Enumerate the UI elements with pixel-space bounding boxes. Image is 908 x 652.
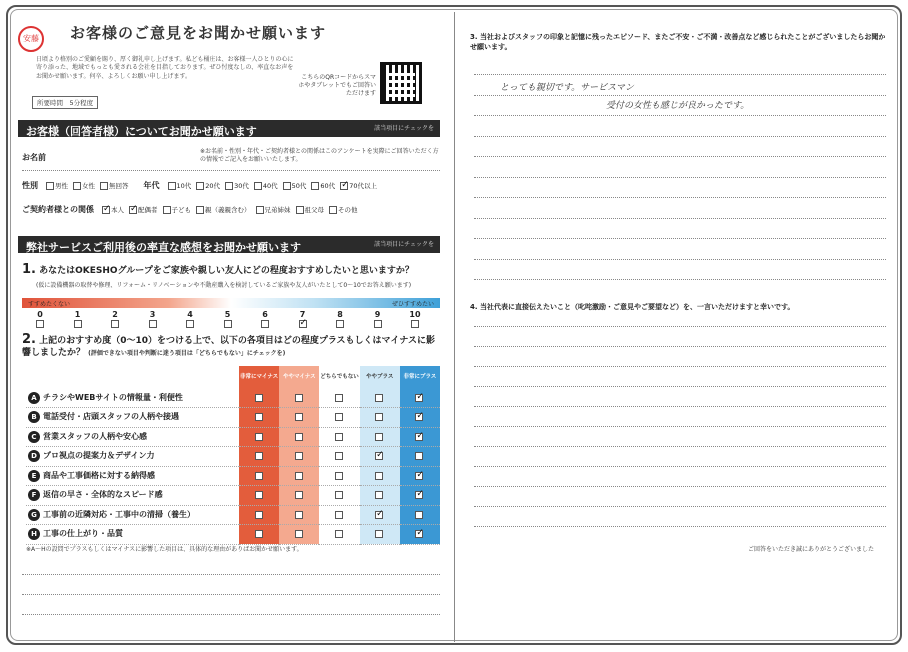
rating-cell [360, 427, 400, 447]
rating-checkbox[interactable] [415, 452, 423, 460]
rating-cell [279, 388, 319, 408]
gender-option-0[interactable] [46, 181, 68, 190]
rating-checkbox[interactable] [375, 472, 383, 480]
score-checkbox[interactable] [261, 320, 269, 328]
rating-cell [239, 388, 279, 408]
rating-cell [239, 427, 279, 447]
gender-option-2[interactable] [100, 181, 129, 190]
score-checkbox[interactable] [336, 320, 344, 328]
q4-answer-line-5[interactable] [474, 406, 886, 407]
score-label: 1 [74, 310, 81, 319]
score-option-10[interactable] [405, 310, 425, 328]
q3-answer-line-11[interactable] [474, 279, 886, 280]
rating-cell [319, 466, 359, 486]
rating-checkbox[interactable] [335, 511, 343, 519]
name-note: ※お名前・性別・年代・ご契約者様との関係はこのアンケートを実際にご回答いただく方の情報でご記入をお願いいたします。 [200, 148, 439, 163]
age-option-1-label: 20代 [205, 182, 221, 190]
rating-cell [279, 525, 319, 545]
relation-option-5-checkbox[interactable] [296, 206, 304, 214]
rating-checkbox[interactable] [335, 413, 343, 421]
gender-option-2-label: 無回答 [109, 182, 129, 190]
qr-caption: こちらのQRコードからスマホやタブレットでもご回答いただけます [298, 74, 376, 97]
age-option-5-label: 60代 [320, 182, 336, 190]
relation-row [22, 204, 363, 215]
question-1 [22, 262, 442, 277]
rating-checkbox[interactable] [415, 511, 423, 519]
relation-option-5[interactable] [296, 205, 325, 214]
rating-checkbox[interactable] [295, 472, 303, 480]
q4-answer-line-4[interactable] [474, 386, 886, 387]
gender-options [46, 181, 134, 190]
age-options [168, 181, 382, 190]
relation-option-3-checkbox[interactable] [196, 206, 204, 214]
rating-cell [360, 505, 400, 525]
scale-low-label: すすめたくない [28, 301, 71, 308]
age-option-6[interactable] [340, 181, 377, 190]
rating-cell [360, 388, 400, 408]
age-option-2[interactable] [225, 181, 249, 190]
rating-checkbox[interactable] [375, 491, 383, 499]
qr-code-icon[interactable] [380, 62, 422, 104]
rating-checkbox[interactable] [415, 433, 423, 441]
q4-answer-line-10[interactable] [474, 506, 886, 507]
rating-checkbox[interactable] [295, 413, 303, 421]
rating-checkbox[interactable] [255, 452, 263, 460]
rating-row [26, 466, 440, 486]
rating-checkbox[interactable] [415, 491, 423, 499]
score-checkbox[interactable] [111, 320, 119, 328]
rating-cell [239, 505, 279, 525]
score-option-1[interactable] [68, 310, 88, 328]
rating-checkbox[interactable] [375, 511, 383, 519]
reason-line-1[interactable] [22, 574, 440, 575]
score-option-3[interactable] [143, 310, 163, 328]
rating-checkbox[interactable] [335, 452, 343, 460]
age-option-3[interactable] [254, 181, 278, 190]
rating-row [26, 408, 440, 428]
score-option-8[interactable] [330, 310, 350, 328]
relation-option-4[interactable] [256, 205, 291, 214]
item-mark: C [28, 431, 40, 443]
age-option-4-label: 50代 [291, 182, 307, 190]
rating-cell [400, 388, 440, 408]
section1-header [18, 120, 440, 137]
section2-header [18, 236, 440, 253]
rating-cell [319, 388, 359, 408]
scale-high-label: ぜひすすめたい [391, 301, 434, 308]
rating-checkbox[interactable] [255, 530, 263, 538]
col-very-minus: 非常にマイナス [239, 366, 279, 388]
relation-option-0-checkbox[interactable] [102, 206, 110, 214]
score-checkbox[interactable] [299, 320, 307, 328]
q4-answer-line-7[interactable] [474, 446, 886, 447]
section2-title: 弊社サービスご利用後の率直な感想をお聞かせ願います [26, 241, 301, 254]
q2-text: 上記のおすすめ度（0〜10）をつける上で、以下の各項目はどの程度プラスもしくはマイナスに影響しましたか？ [22, 336, 436, 358]
relation-options [102, 205, 363, 214]
reason-line-2[interactable] [22, 594, 440, 595]
item-label: プロ視点の提案力＆デザイン力 [43, 451, 155, 461]
rating-row [26, 388, 440, 408]
rating-checkbox[interactable] [295, 530, 303, 538]
rating-checkbox[interactable] [295, 511, 303, 519]
item-mark: G [28, 509, 40, 521]
rating-cell [400, 447, 440, 467]
recommend-scale-options [22, 310, 440, 330]
age-option-3-label: 40代 [262, 182, 278, 190]
col-minus: ややマイナス [279, 366, 319, 388]
rating-checkbox[interactable] [375, 452, 383, 460]
item-label: 電話受付・店頭スタッフの人柄や接遇 [43, 412, 179, 422]
relation-option-4-label: 兄弟姉妹 [264, 206, 291, 214]
score-option-0[interactable] [30, 310, 50, 328]
rating-checkbox[interactable] [255, 491, 263, 499]
section1-note: 該当項目にチェックを [374, 125, 434, 132]
section1-title: お客様（回答者様）についてお聞かせ願います [26, 125, 257, 138]
q4-answer-line-1[interactable] [474, 326, 886, 327]
rating-cell [400, 408, 440, 428]
footnote: ※A〜Hの設問でプラスもしくはマイナスに影響した項目は、具体的な理由がありばお聞かせ願います。 [26, 546, 303, 553]
score-checkbox[interactable] [411, 320, 419, 328]
question-2 [22, 334, 442, 360]
rating-checkbox[interactable] [295, 394, 303, 402]
q4-answer-line-11[interactable] [474, 526, 886, 527]
relation-option-3[interactable] [196, 205, 251, 214]
rating-cell [319, 525, 359, 545]
handwritten-answer-2: 受付の女性も感じが良かったです。 [606, 101, 750, 111]
name-line[interactable] [22, 170, 440, 171]
rating-item [26, 486, 239, 506]
question-4: 4. 当社代表に直接伝えたいこと（叱咤激励・ご意見やご要望など）を、一言いただけますと幸いです。 [470, 303, 795, 311]
relation-option-2[interactable] [163, 205, 192, 214]
stamp-seal: 安藤 [18, 26, 44, 52]
gender-option-1[interactable] [73, 181, 95, 190]
q3-answer-line-1[interactable] [474, 74, 886, 75]
rating-checkbox[interactable] [335, 472, 343, 480]
rating-checkbox[interactable] [255, 511, 263, 519]
gender-label: 性別 [22, 181, 38, 190]
rating-cell [360, 447, 400, 467]
rating-checkbox[interactable] [255, 413, 263, 421]
q3-answer-line-3[interactable] [474, 115, 886, 116]
score-label: 9 [374, 310, 381, 319]
question-3: 3. 当社およびスタッフの印象と記憶に残ったエピソード、またご不安・ご不満・改善点など感じられたことがございましたらお聞かせ願います。 [470, 33, 886, 51]
q3-answer-line-7[interactable] [474, 197, 886, 198]
rating-checkbox[interactable] [335, 530, 343, 538]
rating-checkbox[interactable] [415, 413, 423, 421]
page-title: お客様のご意見をお聞かせ願います [70, 24, 327, 42]
rating-header-item [26, 366, 239, 388]
rating-item [26, 525, 239, 545]
age-option-2-checkbox[interactable] [225, 182, 233, 190]
rating-checkbox[interactable] [335, 491, 343, 499]
score-label: 2 [112, 310, 118, 319]
rating-cell [400, 486, 440, 506]
rating-checkbox[interactable] [295, 452, 303, 460]
item-mark: B [28, 411, 40, 423]
q3-answer-line-6[interactable] [474, 177, 886, 178]
rating-cell [239, 466, 279, 486]
rating-row [26, 447, 440, 467]
rating-cell [360, 525, 400, 545]
score-label: 8 [337, 310, 343, 319]
score-checkbox[interactable] [36, 320, 44, 328]
q3-answer-line-5[interactable] [474, 156, 886, 157]
age-option-5-checkbox[interactable] [311, 182, 319, 190]
item-mark: D [28, 450, 40, 462]
thanks-text: ご回答をいただき誠にありがとうございました [748, 546, 875, 553]
relation-label: ご契約者様との関係 [22, 205, 94, 214]
gender-option-2-checkbox[interactable] [100, 182, 108, 190]
relation-option-6-label: その他 [338, 206, 358, 214]
reason-line-3[interactable] [22, 614, 440, 615]
item-mark: A [28, 392, 40, 404]
gender-option-0-label: 男性 [55, 182, 68, 190]
time-required: 所要時間 5分程度 [32, 96, 98, 109]
q1-number: 1. [22, 262, 36, 277]
score-label: 4 [187, 310, 193, 319]
rating-item [26, 505, 239, 525]
score-label: 10 [409, 310, 421, 319]
q1-text: あなたはOKESHOグループをご家族や親しい友人にどの程度おすすめしたいと思いますか？ [39, 266, 414, 276]
rating-checkbox[interactable] [255, 394, 263, 402]
rating-item [26, 408, 239, 428]
rating-checkbox[interactable] [375, 394, 383, 402]
rating-checkbox[interactable] [375, 530, 383, 538]
score-label: 5 [224, 310, 231, 319]
q3-answer-line-10[interactable] [474, 259, 886, 260]
score-option-4[interactable] [180, 310, 200, 328]
score-label: 0 [37, 310, 43, 319]
age-option-5[interactable] [311, 181, 335, 190]
recommend-scale-bar [22, 298, 440, 308]
rating-cell [239, 486, 279, 506]
rating-cell [400, 525, 440, 545]
age-option-1[interactable] [196, 181, 220, 190]
rating-cell [279, 466, 319, 486]
item-label: 営業スタッフの人柄や安心感 [43, 431, 147, 441]
intro-text: 日頃より格別のご愛顧を賜り、厚く御礼申し上げます。私ども桶庄は、お客様一人ひとりの心に寄り添った、地域でもっとも愛される会社を目指しております。ぜひ忖度なしの、率直なお声をお聞かせ願います。何卒、よろしくお願い申し上げます。 [36, 56, 294, 80]
q3-answer-line-2[interactable] [474, 95, 886, 96]
age-option-1-checkbox[interactable] [196, 182, 204, 190]
q3-answer-line-4[interactable] [474, 136, 886, 137]
relation-option-2-label: 子ども [171, 206, 191, 214]
q4-answer-line-9[interactable] [474, 486, 886, 487]
gender-row [22, 180, 382, 191]
age-option-6-label: 70代以上 [349, 182, 377, 190]
relation-option-3-label: 親（義親含む） [205, 206, 251, 214]
rating-cell [239, 447, 279, 467]
item-mark: H [28, 528, 40, 540]
relation-option-2-checkbox[interactable] [163, 206, 171, 214]
age-option-0-label: 10代 [176, 182, 192, 190]
relation-option-1-checkbox[interactable] [129, 206, 137, 214]
col-very-plus: 非常にプラス [400, 366, 440, 388]
handwritten-answer-1: とっても親切です。サービスマン [500, 83, 634, 93]
relation-option-5-label: 祖父母 [304, 206, 324, 214]
section2-note: 該当項目にチェックを [374, 241, 434, 248]
age-option-4-checkbox[interactable] [283, 182, 291, 190]
rating-row [26, 427, 440, 447]
item-label: 返信の早さ・全体的なスピード感 [43, 490, 163, 500]
score-label: 7 [299, 310, 306, 319]
item-label: 工事の仕上がり・品質 [43, 529, 123, 539]
score-option-7[interactable] [293, 310, 313, 328]
rating-cell [239, 525, 279, 545]
relation-option-6[interactable] [329, 205, 358, 214]
rating-item [26, 388, 239, 408]
relation-option-0-label: 本人 [111, 206, 124, 214]
rating-cell [239, 408, 279, 428]
score-option-2[interactable] [105, 310, 125, 328]
gender-option-1-label: 女性 [82, 182, 95, 190]
age-option-3-checkbox[interactable] [254, 182, 262, 190]
score-option-9[interactable] [368, 310, 388, 328]
rating-checkbox[interactable] [295, 433, 303, 441]
age-option-6-checkbox[interactable] [340, 182, 348, 190]
q4-answer-line-2[interactable] [474, 346, 886, 347]
rating-cell [360, 486, 400, 506]
col-plus: ややプラス [360, 366, 400, 388]
rating-checkbox[interactable] [375, 433, 383, 441]
score-label: 6 [262, 310, 268, 319]
gender-option-1-checkbox[interactable] [73, 182, 81, 190]
rating-checkbox[interactable] [415, 472, 423, 480]
relation-option-1-label: 配偶者 [138, 206, 158, 214]
center-divider [454, 12, 455, 642]
rating-item [26, 427, 239, 447]
rating-cell [360, 466, 400, 486]
rating-checkbox[interactable] [415, 530, 423, 538]
rating-checkbox[interactable] [375, 413, 383, 421]
rating-row [26, 486, 440, 506]
age-option-0-checkbox[interactable] [168, 182, 176, 190]
rating-checkbox[interactable] [335, 433, 343, 441]
q4-answer-line-8[interactable] [474, 466, 886, 467]
rating-checkbox[interactable] [295, 491, 303, 499]
age-option-2-label: 30代 [234, 182, 249, 190]
rating-cell [319, 427, 359, 447]
rating-checkbox[interactable] [255, 472, 263, 480]
item-mark: F [28, 489, 40, 501]
rating-cell [400, 427, 440, 447]
gender-option-0-checkbox[interactable] [46, 182, 54, 190]
rating-row [26, 525, 440, 545]
score-label: 3 [149, 310, 156, 319]
q4-answer-line-3[interactable] [474, 366, 886, 367]
rating-checkbox[interactable] [415, 394, 423, 402]
name-label: お名前 [22, 153, 46, 162]
item-label: 商品や工事価格に対する納得感 [43, 470, 155, 480]
relation-option-4-checkbox[interactable] [256, 206, 264, 214]
q2-subtext: (評価できない項目や判断に迷う項目は「どちらでもない」にチェックを) [88, 350, 286, 357]
age-option-0[interactable] [168, 181, 192, 190]
rating-checkbox[interactable] [335, 394, 343, 402]
q4-answer-line-6[interactable] [474, 426, 886, 427]
rating-item [26, 447, 239, 467]
item-mark: E [28, 470, 40, 482]
rating-checkbox[interactable] [255, 433, 263, 441]
rating-cell [319, 408, 359, 428]
score-option-6[interactable] [255, 310, 275, 328]
q3-answer-line-9[interactable] [474, 238, 886, 239]
col-neutral: どちらでもない [319, 366, 359, 388]
rating-cell [400, 466, 440, 486]
rating-item [26, 466, 239, 486]
rating-cell [400, 505, 440, 525]
score-checkbox[interactable] [149, 320, 157, 328]
score-checkbox[interactable] [74, 320, 82, 328]
score-option-5[interactable] [218, 310, 238, 328]
score-checkbox[interactable] [374, 320, 382, 328]
age-label: 年代 [143, 181, 160, 190]
relation-option-0[interactable] [102, 205, 124, 214]
rating-cell [319, 486, 359, 506]
age-option-4[interactable] [283, 181, 307, 190]
score-checkbox[interactable] [224, 320, 232, 328]
rating-cell [279, 447, 319, 467]
rating-cell [360, 408, 400, 428]
rating-cell [279, 408, 319, 428]
q1-subtext: (仮に設備機器の取替や修理、リフォーム・リノベーションや不動産購入を検討しているご家族や友人がいたとして0〜10でお答え願います) [36, 282, 412, 289]
relation-option-6-checkbox[interactable] [329, 206, 337, 214]
rating-cell [279, 486, 319, 506]
rating-cell [319, 447, 359, 467]
q2-number: 2. [22, 332, 36, 347]
item-label: チラシやWEBサイトの情報量・利便性 [43, 392, 183, 402]
score-checkbox[interactable] [186, 320, 194, 328]
rating-cell [279, 505, 319, 525]
rating-row [26, 505, 440, 525]
rating-table [26, 366, 440, 545]
item-label: 工事前の近隣対応・工事中の清掃（養生） [43, 509, 195, 519]
rating-cell [319, 505, 359, 525]
relation-option-1[interactable] [129, 205, 158, 214]
q3-answer-line-8[interactable] [474, 218, 886, 219]
rating-cell [279, 427, 319, 447]
